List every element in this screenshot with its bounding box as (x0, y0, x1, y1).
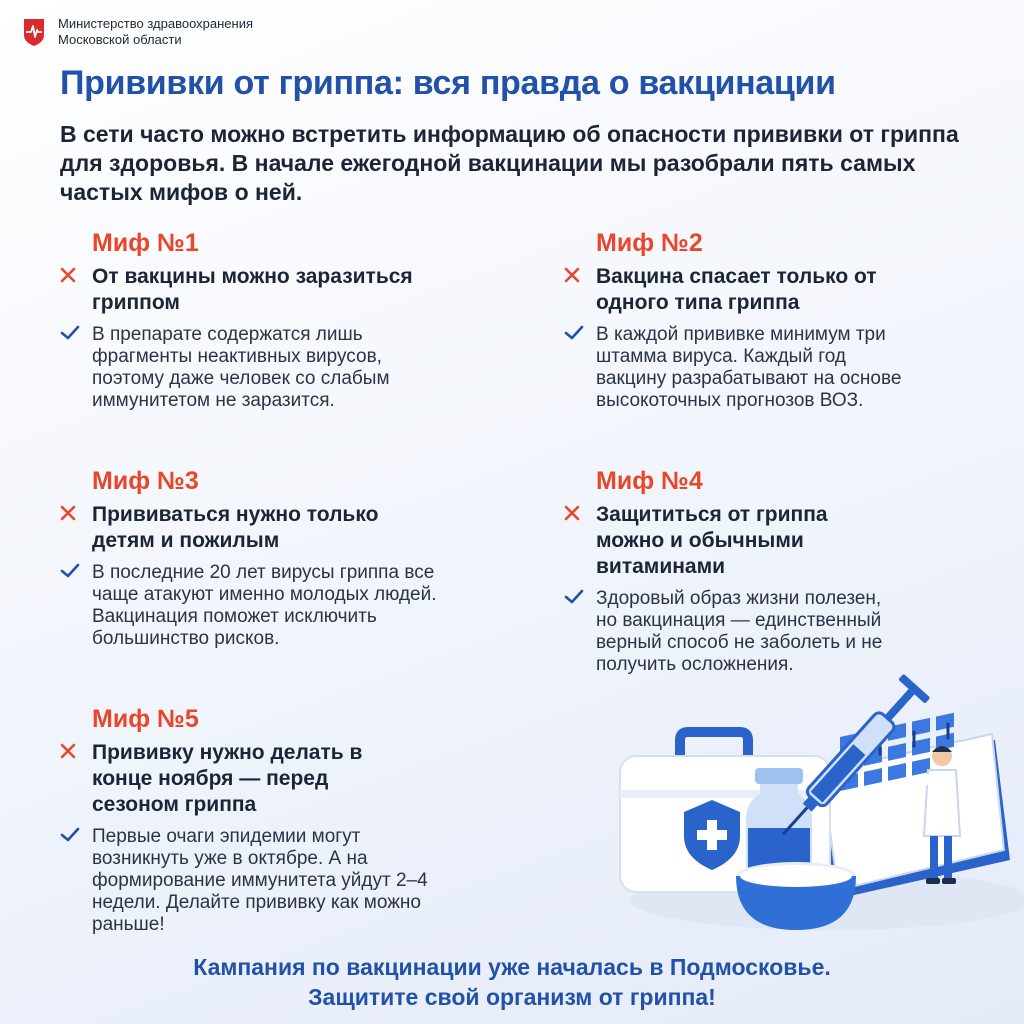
ministry-line2: Московской области (58, 32, 182, 47)
ministry-logo-icon (22, 17, 46, 47)
cross-icon (60, 740, 82, 759)
myth-fact: В последние 20 лет вирусы гриппа все чаще атакуют именно молодых людей. Вакцинация поможет исключить большинство рисков. (92, 562, 437, 649)
check-icon (564, 324, 586, 341)
ministry-line1: Министерство здравоохранения (58, 16, 253, 31)
ministry-name (58, 16, 253, 48)
myth-card-1 (60, 228, 480, 412)
cross-icon (60, 502, 82, 521)
myth-claim: От вакцины можно заразиться гриппом (92, 265, 413, 314)
check-icon (60, 826, 82, 843)
page-title: Прививки от гриппа: вся правда о вакцинации (60, 64, 836, 102)
check-icon (564, 588, 586, 605)
myth-label: Миф №5 (92, 705, 199, 733)
myth-fact: В каждой прививке минимум три штамма вируса. Каждый год вакцину разрабатывают на основе высокоточных прогнозов ВОЗ. (596, 324, 902, 411)
myth-card-5 (60, 704, 480, 936)
myth-fact: Здоровый образ жизни полезен, но вакцинация — единственный верный способ не заболеть и не получить осложнения. (596, 588, 883, 675)
myth-label: Миф №4 (596, 467, 703, 495)
myth-fact: Первые очаги эпидемии могут возникнуть уже в октябре. А на формирование иммунитета уйдут 2–4 недели. Делайте прививку как можно раньше! (92, 826, 428, 935)
myth-claim: Прививаться нужно только детям и пожилым (92, 503, 379, 552)
myth-claim: Защититься от гриппа можно и обычными витаминами (596, 503, 828, 578)
myth-card-2 (564, 228, 984, 412)
myth-label: Миф №3 (92, 467, 199, 495)
footer-line2: Защитите свой организм от гриппа! (308, 984, 716, 1010)
check-icon (60, 562, 82, 579)
myth-label: Миф №1 (92, 229, 199, 257)
check-icon (60, 324, 82, 341)
myth-card-3 (60, 466, 480, 650)
cross-icon (60, 264, 82, 283)
header (22, 16, 253, 48)
myth-label: Миф №2 (596, 229, 703, 257)
myth-claim: Прививку нужно делать в конце ноября — перед сезоном гриппа (92, 741, 363, 816)
myth-card-4 (564, 466, 984, 676)
footer-line1: Кампания по вакцинации уже началась в Подмосковье. (193, 954, 831, 980)
footer-cta (0, 952, 1024, 1012)
vaccination-illustration (600, 660, 1024, 952)
myth-claim: Вакцина спасает только от одного типа гриппа (596, 265, 877, 314)
cross-icon (564, 264, 586, 283)
intro-text: В сети часто можно встретить информацию об опасности прививки от гриппа для здоровья. В начале ежегодной вакцинации мы разобрали пять самых частых мифов о ней. (60, 121, 959, 205)
myth-fact: В препарате содержатся лишь фрагменты неактивных вирусов, поэтому даже человек со слабым иммунитетом не заразится. (92, 324, 390, 411)
cross-icon (564, 502, 586, 521)
